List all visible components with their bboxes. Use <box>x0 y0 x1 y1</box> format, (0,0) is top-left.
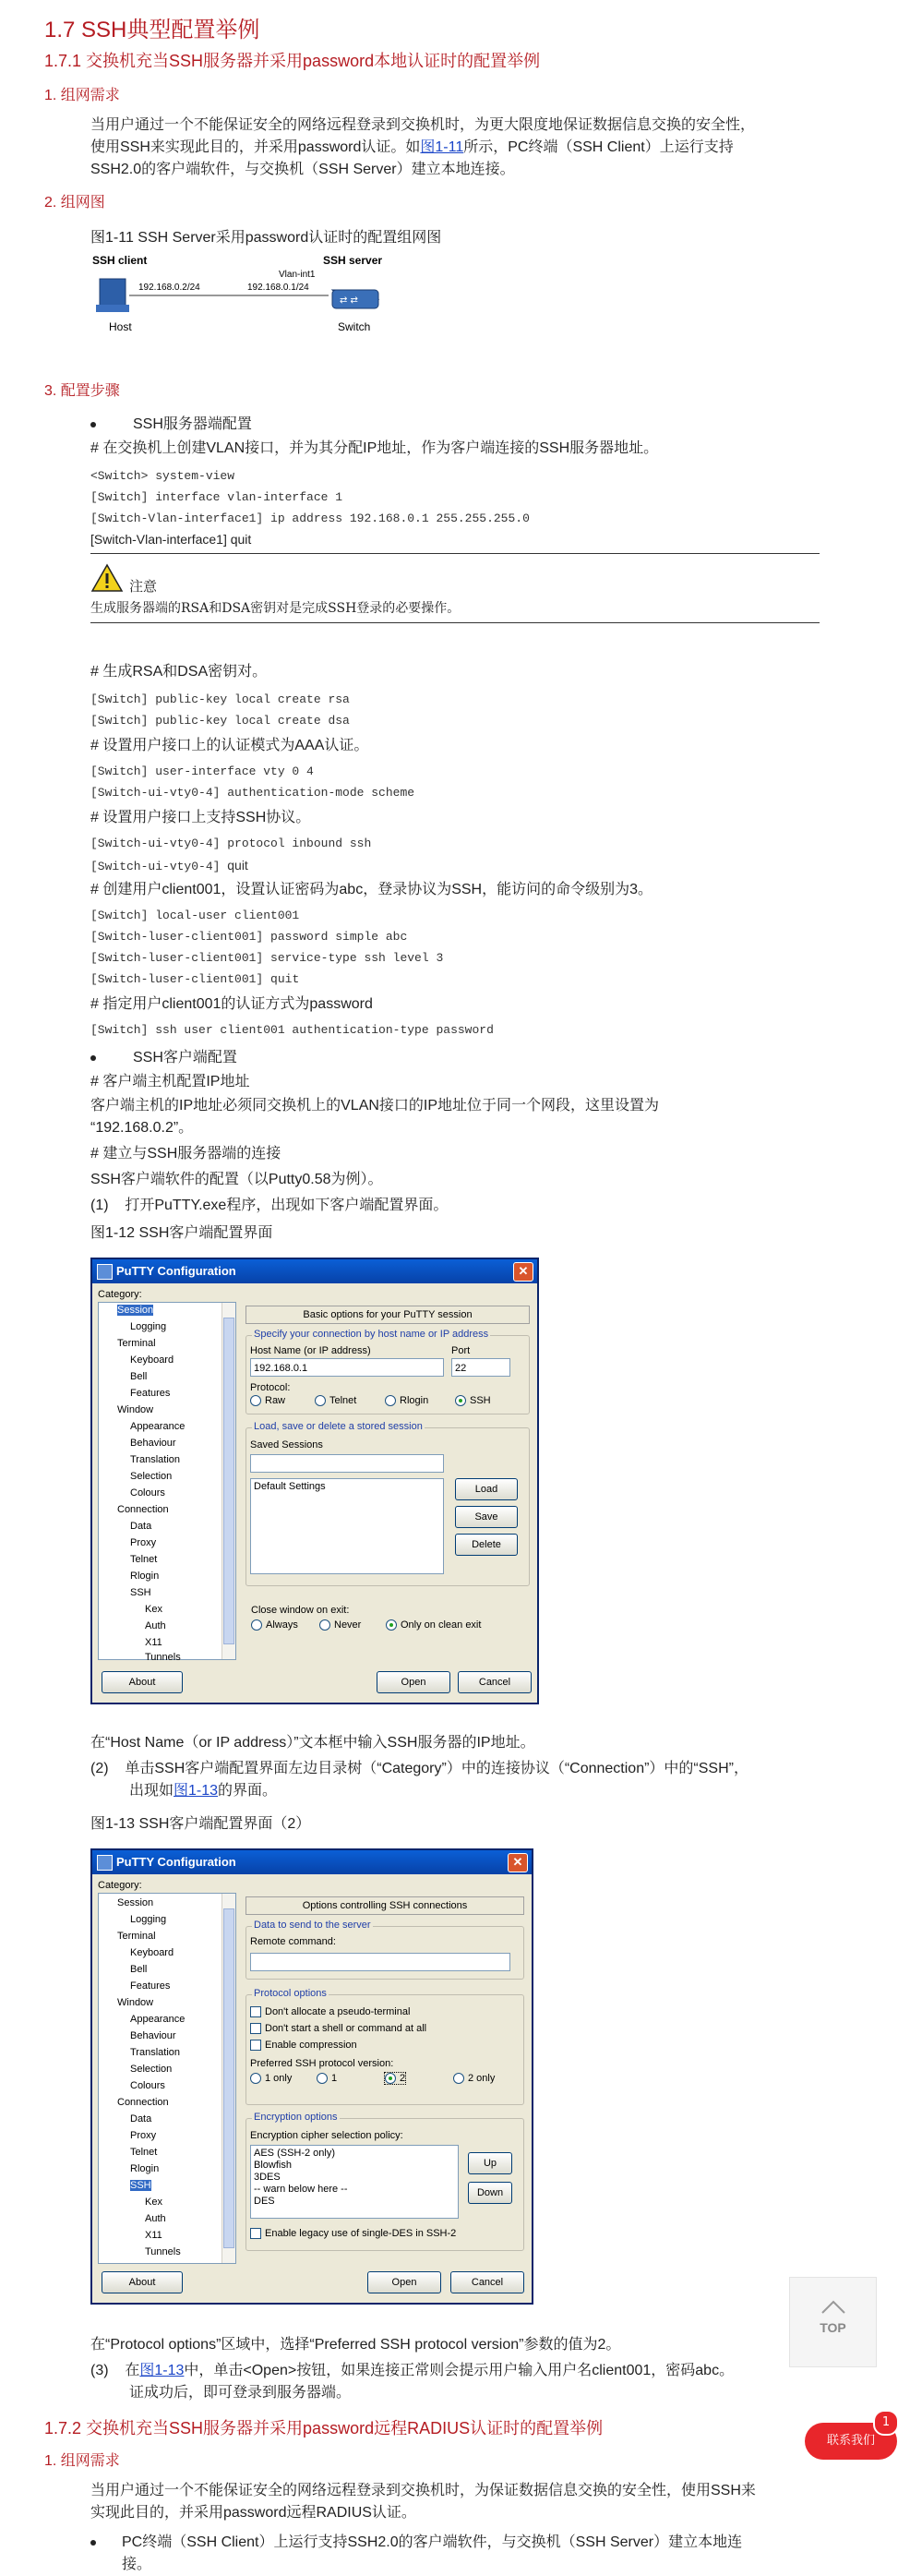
group-sessions <box>245 1421 530 1586</box>
code-line: [Switch-ui-vty0-4] protocol inbound ssh <box>90 837 372 850</box>
remote-command-input[interactable] <box>250 1953 510 1971</box>
tree-item-selection[interactable]: Selection <box>130 2064 173 2075</box>
code-line-quit: [Switch-Vlan-interface1] quit <box>90 532 252 547</box>
radio-label: 1 only <box>265 2073 293 2084</box>
group-encryption <box>245 2112 524 2251</box>
figure-link-1-13[interactable]: 图1-13 <box>174 1783 219 1799</box>
putty-app-icon <box>97 1264 113 1280</box>
requirements-paragraph-2 <box>90 2480 820 2524</box>
subheading-requirements-2: 1. 组网需求 <box>44 2453 120 2469</box>
text-line <box>90 137 820 159</box>
text-line <box>90 2532 820 2554</box>
network-diagram <box>90 251 423 343</box>
checkbox-label: Enable compression <box>265 2040 357 2051</box>
tree-item-translation[interactable]: Translation <box>130 2047 181 2058</box>
text-fragment: 使用SSH来实现此目的，并采用password认证。如 <box>90 139 421 155</box>
tree-item-window[interactable]: Window <box>117 1404 154 1415</box>
tree-item-auth[interactable]: Auth <box>145 1620 166 1631</box>
checkbox-label: Enable legacy use of single-DES in SSH-2 <box>265 2228 457 2239</box>
tree-item-connection[interactable]: Connection <box>117 1504 169 1515</box>
comment-ssh-protocol: # 设置用户接口上支持SSH协议。 <box>90 810 311 825</box>
tree-item-proxy[interactable]: Proxy <box>130 1537 157 1548</box>
tree-item-features[interactable]: Features <box>130 1980 171 1992</box>
save-button[interactable]: Save <box>455 1506 518 1528</box>
tree-item-colours[interactable]: Colours <box>130 2080 165 2091</box>
code-prefix: [Switch-ui-vty0-4] <box>90 860 221 873</box>
radio-always[interactable] <box>251 1619 298 1631</box>
cipher-item[interactable]: DES <box>254 2196 275 2207</box>
radio-label: 2 <box>400 2073 406 2084</box>
about-button[interactable]: About <box>102 1671 183 1693</box>
putty-app-icon <box>97 1855 113 1871</box>
port-input[interactable]: 22 <box>451 1358 510 1377</box>
radio-label: Never <box>334 1619 362 1631</box>
open-button[interactable]: Open <box>367 2271 441 2293</box>
bullet-text: PC终端（SSH Client）上运行支持SSH2.0的客户端软件，与交换机（SSH Server）建立本地连 <box>122 2534 743 2550</box>
tree-item-appearance[interactable]: Appearance <box>130 2014 186 2025</box>
radio-rlogin[interactable] <box>385 1395 428 1406</box>
radio-clean-exit[interactable] <box>386 1619 481 1631</box>
step-number: (3) <box>90 2363 109 2378</box>
radio-raw[interactable] <box>250 1395 285 1406</box>
radio-label: Rlogin <box>400 1395 429 1406</box>
tree-item-tunnels[interactable]: Tunnels <box>145 1652 181 1663</box>
code-quit: quit <box>270 972 300 986</box>
tree-item-colours[interactable]: Colours <box>130 1487 165 1499</box>
subheading-network-diagram: 2. 组网图 <box>44 195 105 211</box>
tree-item-bell[interactable]: Bell <box>130 1964 148 1975</box>
host-name-label: Host Name (or IP address) <box>250 1345 371 1356</box>
tree-item-behaviour[interactable]: Behaviour <box>130 2030 176 2041</box>
figure-caption-1-12: 图1-12 SSH客户端配置界面 <box>90 1225 273 1241</box>
text-line: 客户端主机的IP地址必须同交换机上的VLAN接口的IP地址位于同一个网段，这里设置为 <box>90 1098 660 1113</box>
tree-item-keyboard[interactable]: Keyboard <box>130 1354 174 1366</box>
putty-window-session <box>90 1258 539 1704</box>
radio-label: Telnet <box>329 1395 357 1406</box>
tree-item-telnet[interactable]: Telnet <box>130 2147 158 2158</box>
step-number: (2) <box>90 1761 109 1776</box>
requirements-paragraph <box>90 114 820 181</box>
code-quit: quit <box>227 858 248 873</box>
group-label: Specify your connection by host name or IP address <box>254 1329 489 1340</box>
step-1 <box>90 1195 820 1217</box>
about-button[interactable]: About <box>102 2271 183 2293</box>
note-bottom-divider <box>90 622 820 623</box>
tree-item-ssh[interactable]: SSH <box>130 2180 151 2191</box>
bullet-dot <box>90 422 96 427</box>
checkbox-label: Don't start a shell or command at all <box>265 2023 427 2034</box>
step-3 <box>90 2360 820 2404</box>
port-label: Port <box>451 1345 471 1356</box>
radio-ssh[interactable] <box>455 1395 491 1406</box>
radio-circle <box>385 1395 396 1406</box>
radio-label: 2 only <box>468 2073 496 2084</box>
tree-item-behaviour[interactable]: Behaviour <box>130 1438 176 1449</box>
checkbox-compression[interactable] <box>250 2040 357 2051</box>
code-line: [Switch] user-interface vty 0 4 <box>90 764 314 778</box>
figure-caption-1-11: 图1-11 SSH Server采用password认证时的配置组网图 <box>90 230 442 246</box>
remote-command-label: Remote command: <box>250 1936 336 1947</box>
text-line <box>90 1758 820 1780</box>
panel-title: Options controlling SSH connections <box>245 1896 524 1915</box>
code-line: [Switch] local-user client001 <box>90 909 300 922</box>
window-titlebar <box>92 1850 532 1874</box>
code-line: [Switch] ssh user client001 authentication-type password <box>90 1023 494 1037</box>
tree-item-appearance[interactable]: Appearance <box>130 1421 186 1432</box>
back-to-top-button[interactable] <box>789 2277 877 2367</box>
group-host <box>245 1329 530 1414</box>
checkbox-no-pty[interactable] <box>250 2006 410 2017</box>
text-fragment: 出现如 <box>129 1783 174 1799</box>
radio-circle <box>453 2073 464 2084</box>
radio-circle <box>251 1619 262 1631</box>
bullet-text: SSH客户端配置 <box>133 1050 237 1065</box>
switch-icon <box>332 290 378 308</box>
up-button[interactable]: Up <box>468 2152 512 2174</box>
tree-item-terminal[interactable]: Terminal <box>117 1338 156 1349</box>
code-line: [Switch-ui-vty0-4] authentication-mode scheme <box>90 786 415 800</box>
tree-scrollbar[interactable] <box>222 1894 235 2263</box>
group-label: Encryption options <box>254 2112 338 2123</box>
tree-item-proxy[interactable]: Proxy <box>130 2130 157 2141</box>
session-item-default[interactable]: Default Settings <box>254 1481 326 1492</box>
category-tree[interactable] <box>98 1893 236 2264</box>
radio-label: Raw <box>265 1395 286 1406</box>
comment-create-user: # 创建用户client001，设置认证密码为abc，登录协议为SSH，能访问的命令级别为3。 <box>90 882 653 897</box>
cipher-item[interactable]: -- warn below here -- <box>254 2184 348 2195</box>
radio-circle-selected <box>385 2073 396 2084</box>
host-name-input[interactable]: 192.168.0.1 <box>250 1358 444 1377</box>
group-protocol-options <box>245 1988 524 2105</box>
checkbox-box <box>250 2040 261 2051</box>
bullet-text: SSH服务器端配置 <box>133 416 252 432</box>
section-title-1-7-1: 1.7.1 交换机充当SSH服务器并采用password本地认证时的配置举例 <box>44 52 541 70</box>
cipher-policy-label: Encryption cipher selection policy: <box>250 2130 403 2141</box>
tree-item-rlogin[interactable]: Rlogin <box>130 1571 160 1582</box>
text-fragment: 中，单击<Open>按钮，如果连接正常则会提示用户输入用户名client001，密码abc。 <box>184 2363 735 2378</box>
client-ip: 192.168.0.2/24 <box>138 283 200 293</box>
text-line: 当用户通过一个不能保证安全的网络远程登录到交换机时，为更大限度地保证数据信息交换的安全性， <box>90 117 756 133</box>
comment-connect: # 建立与SSH服务器端的连接 <box>90 1146 281 1162</box>
tree-item-selection[interactable]: Selection <box>130 1471 173 1482</box>
radio-label: 1 <box>331 2073 338 2084</box>
checkbox-legacy-des[interactable] <box>250 2228 456 2239</box>
tree-item-rlogin[interactable]: Rlogin <box>130 2163 160 2174</box>
text-line: “192.168.0.2”。 <box>90 1120 194 1136</box>
window-titlebar <box>92 1259 537 1283</box>
bullet-dot <box>90 2540 96 2546</box>
code-line <box>90 972 299 986</box>
subheading-config-steps: 3. 配置步骤 <box>44 383 120 399</box>
tree-item-logging[interactable]: Logging <box>130 1914 167 1925</box>
text-line <box>90 1780 820 1802</box>
contact-us-label: 联系我们 <box>826 2434 875 2448</box>
notification-badge: 1 <box>873 2410 898 2436</box>
radio-circle <box>250 1395 261 1406</box>
tree-item-data[interactable]: Data <box>130 1521 152 1532</box>
tree-item-keyboard[interactable]: Keyboard <box>130 1947 174 1958</box>
protocol-label: Protocol: <box>250 1382 291 1393</box>
figure-caption-1-13: 图1-13 SSH客户端配置界面（2） <box>90 1816 311 1832</box>
vlan-label: Vlan-int1 <box>279 270 316 280</box>
preferred-version-label: Preferred SSH protocol version: <box>250 2058 394 2069</box>
comment-gen-keys: # 生成RSA和DSA密钥对。 <box>90 664 268 680</box>
checkbox-no-shell[interactable] <box>250 2023 426 2034</box>
code-line: [Switch] public-key local create rsa <box>90 692 350 706</box>
after-figure-1-13: 在“Protocol options”区域中，选择“Preferred SSH protocol version”参数的值为2。 <box>90 2337 621 2353</box>
step-2 <box>90 1758 820 1802</box>
bullet-ssh-server-config <box>90 412 252 433</box>
radio-circle <box>250 2073 261 2084</box>
group-label: Data to send to the server <box>254 1920 371 1931</box>
after-figure-1-12: 在“Host Name（or IP address）”文本框中输入SSH服务器的IP地址。 <box>90 1735 535 1751</box>
text-line <box>90 2360 820 2382</box>
tree-item-auth[interactable]: Auth <box>145 2213 166 2224</box>
tree-item-session[interactable]: Session <box>117 1897 154 1908</box>
radio-2-only[interactable] <box>453 2073 495 2084</box>
note-top-divider <box>90 553 820 554</box>
cancel-button[interactable]: Cancel <box>458 1671 532 1693</box>
tree-item-tunnels[interactable]: Tunnels <box>145 2246 181 2257</box>
close-on-exit-label: Close window on exit: <box>251 1605 350 1616</box>
tree-item-telnet[interactable]: Telnet <box>130 1554 158 1565</box>
tree-item-logging[interactable]: Logging <box>130 1321 167 1332</box>
checkbox-label: Don't allocate a pseudo-terminal <box>265 2006 411 2017</box>
bullet-ssh-client-config <box>90 1045 237 1066</box>
server-label: SSH server <box>323 254 383 267</box>
category-label: Category: <box>98 1880 142 1891</box>
text-line: 当用户通过一个不能保证安全的网络远程登录到交换机时，为保证数据信息交换的安全性，使用SSH来 <box>90 2483 756 2498</box>
cipher-list[interactable] <box>250 2145 459 2219</box>
saved-sessions-input[interactable] <box>250 1454 444 1473</box>
code-line: [Switch] public-key local create dsa <box>90 714 350 728</box>
window-title: PuTTY Configuration <box>116 1264 236 1278</box>
tree-item-translation[interactable]: Translation <box>130 1454 181 1465</box>
close-icon[interactable]: ✕ <box>513 1262 533 1282</box>
code-prefix: [Switch-luser-client001] <box>90 972 264 986</box>
tree-scrollbar[interactable] <box>222 1303 235 1659</box>
step-text: 打开PuTTY.exe程序，出现如下客户端配置界面。 <box>125 1198 449 1213</box>
cipher-item[interactable]: Blowfish <box>254 2160 292 2171</box>
code-line <box>90 858 248 873</box>
chevron-up-icon <box>815 2296 852 2317</box>
bullet-dot <box>90 1055 96 1061</box>
delete-button[interactable]: Delete <box>455 1534 518 1556</box>
open-button[interactable]: Open <box>377 1671 450 1693</box>
figure-link-1-13[interactable]: 图1-13 <box>139 2363 185 2378</box>
text-line: 实现此目的，并采用password远程RADIUS认证。 <box>90 2505 416 2521</box>
radio-circle <box>319 1619 330 1631</box>
category-label: Category: <box>98 1289 142 1300</box>
comment-create-vlan: # 在交换机上创建VLAN接口，并为其分配IP地址，作为客户端连接的SSH服务器地址。 <box>90 440 659 456</box>
host-label: Host <box>109 320 132 333</box>
server-ip: 192.168.0.1/24 <box>247 283 309 293</box>
saved-sessions-list[interactable] <box>250 1478 444 1574</box>
tree-item-session[interactable]: Session <box>117 1305 154 1316</box>
tree-item-data[interactable]: Data <box>130 2113 152 2125</box>
radio-label: Only on clean exit <box>401 1619 482 1631</box>
checkbox-box <box>250 2023 261 2034</box>
tree-item-kex[interactable]: Kex <box>145 2197 162 2208</box>
cipher-item[interactable]: 3DES <box>254 2172 281 2183</box>
text-fragment: 在 <box>125 2363 140 2378</box>
back-to-top-label: TOP <box>820 2320 846 2335</box>
cipher-item[interactable]: AES (SSH-2 only) <box>254 2148 336 2159</box>
comment-auth-mode: # 设置用户接口上的认证模式为AAA认证。 <box>90 738 369 753</box>
putty-window-ssh <box>90 1848 533 2305</box>
panel-title: Basic options for your PuTTY session <box>245 1306 530 1324</box>
load-button[interactable]: Load <box>455 1478 518 1500</box>
step-text: 单击SSH客户端配置界面左边目录树（“Category”）中的连接协议（“Connection”）中的“SSH”， <box>125 1761 748 1776</box>
figure-link-1-11[interactable]: 图1-11 <box>420 139 464 155</box>
category-tree[interactable] <box>98 1302 236 1663</box>
tree-item-bell[interactable]: Bell <box>130 1371 148 1382</box>
tree-item-features[interactable]: Features <box>130 1388 171 1399</box>
radio-1[interactable] <box>317 2073 337 2084</box>
radio-circle-selected <box>386 1619 397 1631</box>
code-line: [Switch-luser-client001] service-type ssh level 3 <box>90 951 444 965</box>
text-line: SSH2.0的客户端软件，与交换机（SSH Server）建立本地连接。 <box>90 162 515 177</box>
group-data-to-send <box>245 1920 524 1980</box>
tree-item-kex[interactable]: Kex <box>145 1604 162 1615</box>
saved-sessions-label: Saved Sessions <box>250 1439 323 1451</box>
subheading-requirements: 1. 组网需求 <box>44 88 120 103</box>
radio-label: SSH <box>470 1395 491 1406</box>
group-label: Protocol options <box>254 1988 327 1999</box>
tree-item-window[interactable]: Window <box>117 1997 154 2008</box>
scrollbar-thumb[interactable] <box>223 1908 234 2248</box>
step-number: (1) <box>90 1198 109 1213</box>
radio-circle <box>317 2073 328 2084</box>
down-button[interactable]: Down <box>468 2182 512 2204</box>
code-line: [Switch-luser-client001] password simple abc <box>90 930 408 944</box>
radio-2[interactable] <box>385 2073 405 2084</box>
radio-never[interactable] <box>319 1619 361 1631</box>
section-title-1-7: 1.7 SSH典型配置举例 <box>44 18 260 42</box>
switch-label: Switch <box>338 320 371 333</box>
window-title: PuTTY Configuration <box>116 1855 236 1869</box>
text-fragment: 的界面。 <box>218 1783 278 1799</box>
putty-config-intro: SSH客户端软件的配置（以Putty0.58为例）。 <box>90 1172 383 1187</box>
radio-label: Always <box>266 1619 298 1631</box>
bullet-text: 接。 <box>122 2557 152 2572</box>
note-text: 生成服务器端的RSA和DSA密钥对是完成SSH登录的必要操作。 <box>90 601 461 616</box>
note-title: 注意 <box>129 578 158 595</box>
tree-item-x11[interactable]: X11 <box>145 1637 162 1648</box>
checkbox-box <box>250 2006 261 2017</box>
radio-telnet[interactable] <box>315 1395 356 1406</box>
tree-item-terminal[interactable]: Terminal <box>117 1931 156 1942</box>
radio-circle-selected <box>455 1395 466 1406</box>
radio-1-only[interactable] <box>250 2073 292 2084</box>
code-line: [Switch-Vlan-interface1] ip address 192.168.0.1 255.255.255.0 <box>90 512 530 525</box>
comment-auth-type: # 指定用户client001的认证方式为password <box>90 996 373 1012</box>
client-ip-paragraph <box>90 1095 820 1139</box>
client-label: SSH client <box>92 254 148 267</box>
warning-icon <box>90 563 124 593</box>
scrollbar-thumb[interactable] <box>223 1318 234 1644</box>
checkbox-box <box>250 2228 261 2239</box>
svg-text:⇄ ⇄: ⇄ ⇄ <box>340 295 358 306</box>
section-title-1-7-2: 1.7.2 交换机充当SSH服务器并采用password远程RADIUS认证时的配置举例 <box>44 2419 604 2438</box>
comment-client-ip: # 客户端主机配置IP地址 <box>90 1074 250 1089</box>
host-computer-icon <box>96 279 129 312</box>
tree-item-ssh[interactable]: SSH <box>130 1587 151 1598</box>
text-line: 证成功后，即可登录到服务器端。 <box>129 2385 352 2401</box>
bullet-pc-client <box>90 2532 820 2576</box>
tree-item-x11[interactable]: X11 <box>145 2230 162 2241</box>
radio-circle <box>315 1395 326 1406</box>
text-fragment: 所示，PC终端（SSH Client）上运行支持 <box>463 139 734 155</box>
code-line: <Switch> system-view <box>90 469 235 483</box>
close-icon[interactable]: ✕ <box>508 1853 528 1872</box>
tree-item-connection[interactable]: Connection <box>117 2097 169 2108</box>
cancel-button[interactable]: Cancel <box>450 2271 524 2293</box>
group-label: Load, save or delete a stored session <box>254 1421 423 1432</box>
code-line: [Switch] interface vlan-interface 1 <box>90 490 343 504</box>
